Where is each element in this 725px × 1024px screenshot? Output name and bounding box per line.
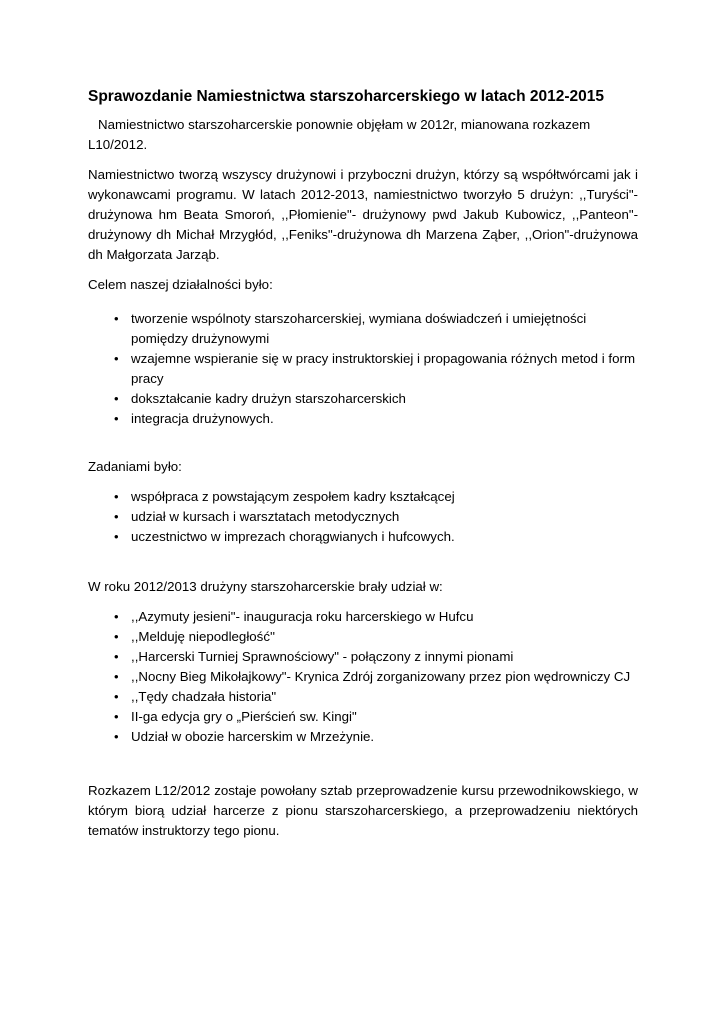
bullet-icon: • (114, 629, 119, 644)
list-item: • ,,Nocny Bieg Mikołajkowy"- Krynica Zdrój zorganizowany przez pion wędrowniczy CJ (88, 667, 638, 687)
intro-paragraph: Namiestnictwo starszoharcerskie ponownie objęłam w 2012r, mianowana rozkazem L10/2012. (88, 117, 591, 152)
list-item: • ,,Harcerski Turniej Sprawnościowy" - połączony z innymi pionami (88, 647, 638, 667)
document-page (88, 86, 638, 841)
list-item: • tworzenie wspólnoty starszoharcerskiej, wymiana doświadczeń i umiejętności pomiędzy drużynowymi (114, 311, 587, 346)
bullet-icon: • (114, 351, 119, 366)
bullet-icon: • (114, 509, 119, 524)
spacer (88, 547, 638, 577)
list-item: • Udział w obozie harcerskim w Mrzeżynie. (88, 727, 638, 747)
bullet-icon: • (114, 729, 119, 744)
list-item: • uczestnictwo w imprezach chorągwianych i hufcowych. (88, 527, 638, 547)
bullet-icon: • (114, 391, 119, 406)
bullet-icon: • (114, 411, 119, 426)
bullet-icon: • (114, 311, 119, 326)
bullet-icon: • (114, 489, 119, 504)
list-item: • współpraca z powstającym zespołem kadry kształcącej (88, 487, 638, 507)
spacer (88, 429, 638, 457)
composition-paragraph: Namiestnictwo tworzą wszyscy drużynowi i przyboczni drużyn, którzy są współtwórcami jak i wykonawcami programu. W latach 2012-2013, namiestnictwo tworzyło 5 drużyn: ,,Turyści"- drużynowa hm Beata Smoroń, ,,Płomienie"- drużynowy pwd Jakub Kubowicz, ,,Panteon"- drużynowy dh Michał Mrzygłód, ,,Feniks"-drużynowa dh Marzena Ząber, ,,Orion"-drużynowa dh Małgorzata Jarząb. (88, 167, 638, 262)
list-item: • ,,Melduję niepodległość'' (88, 627, 638, 647)
list-item: • dokształcanie kadry drużyn starszoharcerskich (88, 389, 638, 409)
spacer (88, 747, 638, 781)
bullet-icon: • (114, 609, 119, 624)
bullet-icon: • (114, 529, 119, 544)
list-item: • udział w kursach i warsztatach metodycznych (88, 507, 638, 527)
closing-paragraph: Rozkazem L12/2012 zostaje powołany sztab przeprowadzenie kursu przewodnikowskiego, w którym biorą udział harcerze z pionu starszoharcerskiego, a przeprowadzeniu niektórych tematów instruktorzy tego pionu. (88, 783, 638, 838)
events-heading: W roku 2012/2013 drużyny starszoharcerskie brały udział w: (88, 579, 443, 594)
list-item: • integracja drużynowych. (88, 409, 638, 429)
bullet-icon: • (114, 669, 119, 684)
list-item: • ,,Azymuty jesieni"- inauguracja roku harcerskiego w Hufcu (88, 607, 638, 627)
tasks-heading: Zadaniami było: (88, 459, 182, 474)
goals-heading: Celem naszej działalności było: (88, 277, 273, 292)
goals-list (88, 309, 638, 429)
list-item: • wzajemne wspieranie się w pracy instruktorskiej i propagowania różnych metod i form pracy (114, 351, 636, 386)
list-item: • II-ga edycja gry o „Pierścień sw. Kingi" (88, 707, 638, 727)
document-title: Sprawozdanie Namiestnictwa starszoharcerskiego w latach 2012-2015 (88, 88, 605, 105)
list-item: • ,,Tędy chadzała historia" (88, 687, 638, 707)
tasks-list (88, 487, 638, 547)
events-list (88, 607, 638, 747)
bullet-icon: • (114, 689, 119, 704)
bullet-icon: • (114, 649, 119, 664)
bullet-icon: • (114, 709, 119, 724)
